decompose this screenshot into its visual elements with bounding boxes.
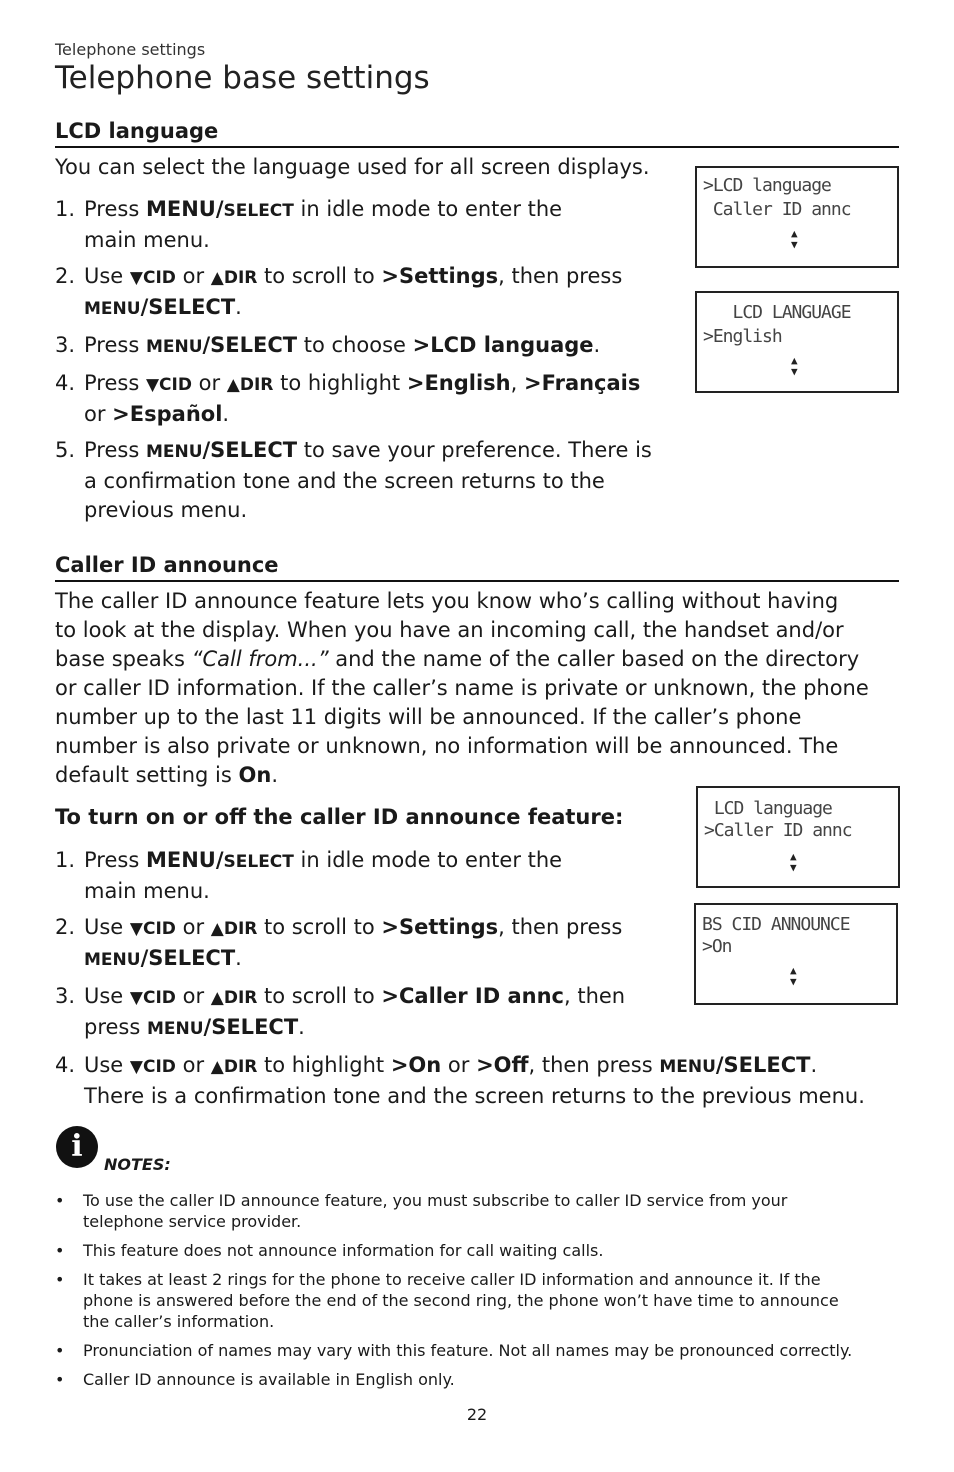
notes-label: NOTES: bbox=[104, 1155, 171, 1174]
down-arrow-icon: ▼ bbox=[129, 988, 143, 1008]
list-item: 1. Press MENU/SELECT in idle mode to enter the main menu. bbox=[55, 848, 563, 903]
list-item: • Caller ID announce is available in English only. bbox=[55, 1370, 455, 1389]
list-item: • Pronunciation of names may vary with this feature. Not all names may be pronounced correctly. bbox=[55, 1341, 853, 1360]
scroll-arrows-icon: ▲ ▼ bbox=[790, 850, 796, 874]
down-arrow-icon: ▼ bbox=[129, 268, 143, 288]
section-divider bbox=[55, 146, 899, 148]
section-heading-lcd-language: LCD language bbox=[55, 119, 219, 143]
up-arrow-icon: ▲ bbox=[210, 268, 224, 288]
down-arrow-icon: ▼ bbox=[145, 375, 160, 395]
notes-list bbox=[55, 1190, 905, 1398]
page-number: 22 bbox=[466, 1405, 488, 1424]
scroll-arrows-icon: ▲ ▼ bbox=[791, 227, 797, 251]
list-item: 5. Press MENU/SELECT to save your preference. There is a confirmation tone and the screen returns to the previous menu. bbox=[55, 438, 652, 522]
up-arrow-icon: ▲ bbox=[210, 919, 224, 939]
lcd-screen: >LCD language Caller ID annc ▲ ▼ bbox=[695, 166, 899, 268]
list-item: 3. Use ▼CID or ▲DIR to scroll to >Caller ID annc, then press MENU/SELECT. bbox=[55, 984, 626, 1039]
down-arrow-icon: ▼ bbox=[129, 1057, 143, 1077]
list-item: • To use the caller ID announce feature, you must subscribe to caller ID service from your telephone service provider. bbox=[55, 1191, 788, 1231]
up-arrow-icon: ▲ bbox=[210, 1057, 224, 1077]
list-item: 2. Use ▼CID or ▲DIR to scroll to >Settings, then press MENU/SELECT. bbox=[55, 264, 623, 319]
list-item: 4. Press ▼CID or ▲DIR to highlight >English, >Français or >Español. bbox=[55, 371, 641, 426]
list-item: 1. Press MENU/SELECT in idle mode to enter the main menu. bbox=[55, 197, 563, 252]
lcd-intro: You can select the language used for all screen displays. bbox=[55, 155, 650, 179]
list-item: 4. Use ▼CID or ▲DIR to highlight >On or >Off, then press MENU/SELECT. There is a confirmation tone and the screen returns to the previous menu. bbox=[55, 1053, 865, 1108]
scroll-arrows-icon: ▲ ▼ bbox=[790, 964, 796, 988]
info-icon: i bbox=[56, 1126, 98, 1168]
scroll-arrows-icon: ▲ ▼ bbox=[791, 354, 797, 378]
lcd-screen: LCD LANGUAGE >English ▲ ▼ bbox=[695, 291, 899, 393]
list-item: 3. Press MENU/SELECT to choose >LCD language. bbox=[55, 333, 601, 357]
down-arrow-icon: ▼ bbox=[129, 919, 143, 939]
section-divider bbox=[55, 580, 899, 582]
list-item: • This feature does not announce information for call waiting calls. bbox=[55, 1241, 604, 1260]
section-heading-caller-id-announce: Caller ID announce bbox=[55, 553, 279, 577]
up-arrow-icon: ▲ bbox=[226, 375, 240, 395]
lcd-screen: BS CID ANNOUNCE >On ▲ ▼ bbox=[694, 903, 898, 1005]
cid-subheading: To turn on or off the caller ID announce feature: bbox=[55, 805, 624, 829]
cid-description: The caller ID announce feature lets you know who’s calling without having to look at the display. When you have an incoming call, the handset and/or base speaks “Call from...” and the name of the caller based on the directory or caller ID information. If the caller’s name is private or unknown, the phone number up to the last 11 digits will be announced. If the caller’s phone number is also private or unknown, no information will be announced. The default setting is On. bbox=[55, 589, 869, 787]
lcd-steps bbox=[55, 195, 695, 532]
lcd-screen: LCD language >Caller ID annc ▲ ▼ bbox=[696, 786, 900, 888]
page-title: Telephone base settings bbox=[55, 60, 430, 96]
list-item: 2. Use ▼CID or ▲DIR to scroll to >Settings, then press MENU/SELECT. bbox=[55, 915, 623, 970]
list-item: • It takes at least 2 rings for the phone to receive caller ID information and announce it. If the phone is answered before the end of the second ring, the phone won’t have time to announce the caller’s information. bbox=[55, 1270, 839, 1331]
breadcrumb: Telephone settings bbox=[55, 40, 206, 59]
up-arrow-icon: ▲ bbox=[210, 988, 224, 1008]
